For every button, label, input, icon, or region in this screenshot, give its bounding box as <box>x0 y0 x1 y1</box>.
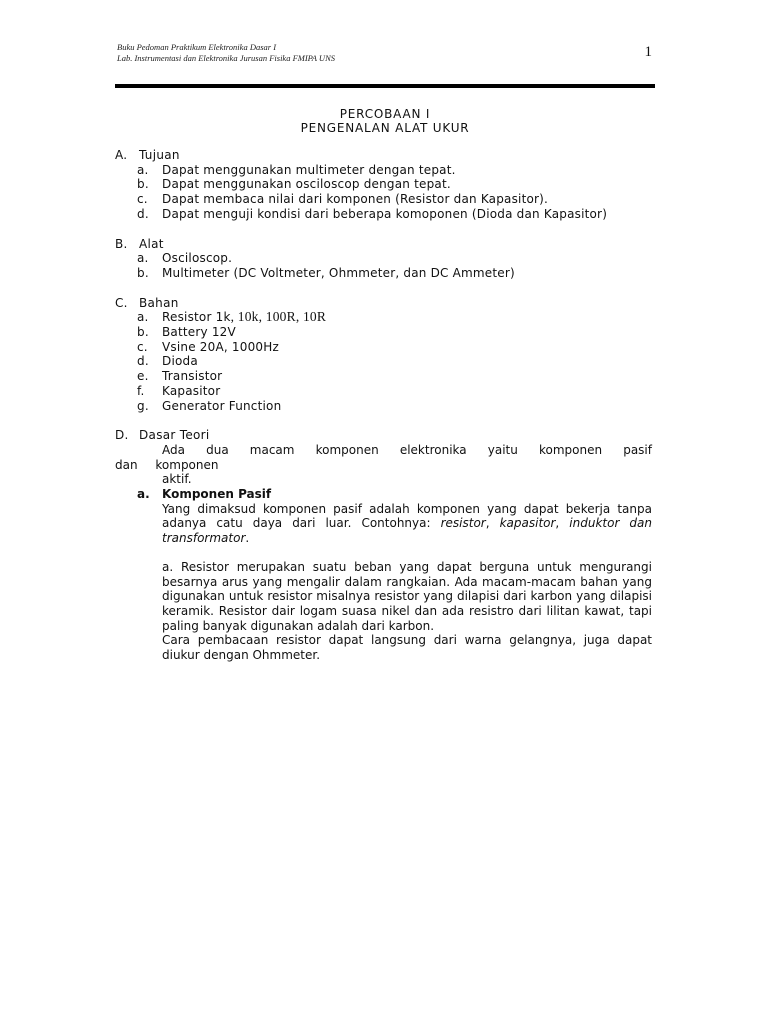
list-item: a. Resistor 1k, 10k, 100R, 10R <box>137 309 327 325</box>
section-heading-tujuan: A. Tujuan <box>115 148 180 162</box>
section-heading-dasar-teori: D. Dasar Teori <box>115 428 210 443</box>
paragraph-resistor: a. Resistor merupakan suatu beban yang dapat berguna untuk mengurangi besarnya arus yang mengalir dalam rangkaian. Ada macam-macam bahan yang digunakan untuk resistor misalnya resistor yang dilapisi dari karbon yang dilapisi keramik. Resistor dair logam suasa nikel dan ada resistro dari lilitan kawat, tapi paling banyak digunakan adalah dari karbon. <box>162 559 652 633</box>
section-heading-bahan: C. Bahan <box>115 295 179 310</box>
intro-paragraph-tail: aktif. <box>162 472 192 487</box>
list-item: b. Multimeter (DC Voltmeter, Ohmmeter, dan DC Ammeter) <box>137 265 515 280</box>
list-item: e. Transistor <box>137 369 223 384</box>
doc-title-line1: PERCOBAAN I <box>339 107 431 121</box>
list-item: c. Vsine 20A, 1000Hz <box>137 339 279 354</box>
list-item: d. Dioda <box>137 354 198 369</box>
list-item: b. Battery 12V <box>137 325 236 340</box>
list-item: d. Dapat menguji kondisi dari beberapa komoponen (Dioda dan Kapasitor) <box>137 206 608 221</box>
list-item: b. Dapat menggunakan osciloscop dengan tepat. <box>137 177 451 192</box>
header-lab-name: Lab. Instrumentasi dan Elektronika Jurusan Fisika FMIPA UNS <box>117 53 335 63</box>
paragraph-definition: Yang dimaksud komponen pasif adalah komponen yang dapat bekerja tanpa adanya catu daya dari luar. Contohnya: resistor, kapasitor, induktor dan transformator. <box>162 501 652 546</box>
list-item: a. Dapat menggunakan multimeter dengan tepat. <box>137 162 456 177</box>
list-item: a. Osciloscop. <box>137 251 233 266</box>
header-rule <box>115 84 655 88</box>
subsection-heading-komponen-pasif: a. Komponen Pasif <box>137 487 272 502</box>
paragraph-reading-resistor: Cara pembacaan resistor dapat langsung dari warna gelangnya, juga dapat diukur dengan Ohmmeter. <box>162 633 652 663</box>
intro-paragraph: Ada dua macam komponen elektronika yaitu komponen pasif dan komponen <box>115 442 652 472</box>
list-item: c. Dapat membaca nilai dari komponen (Resistor dan Kapasitor). <box>137 192 549 207</box>
document-body <box>115 148 652 663</box>
section-heading-alat: B. Alat <box>115 236 164 251</box>
list-item: f. Kapasitor <box>137 383 221 398</box>
running-header <box>117 42 657 64</box>
header-book-title: Buku Pedoman Praktikum Elektronika Dasar I <box>117 42 277 52</box>
list-item: g. Generator Function <box>137 398 282 413</box>
doc-title-line2: PENGENALAN ALAT UKUR <box>300 121 470 135</box>
page-number: 1 <box>644 44 652 60</box>
